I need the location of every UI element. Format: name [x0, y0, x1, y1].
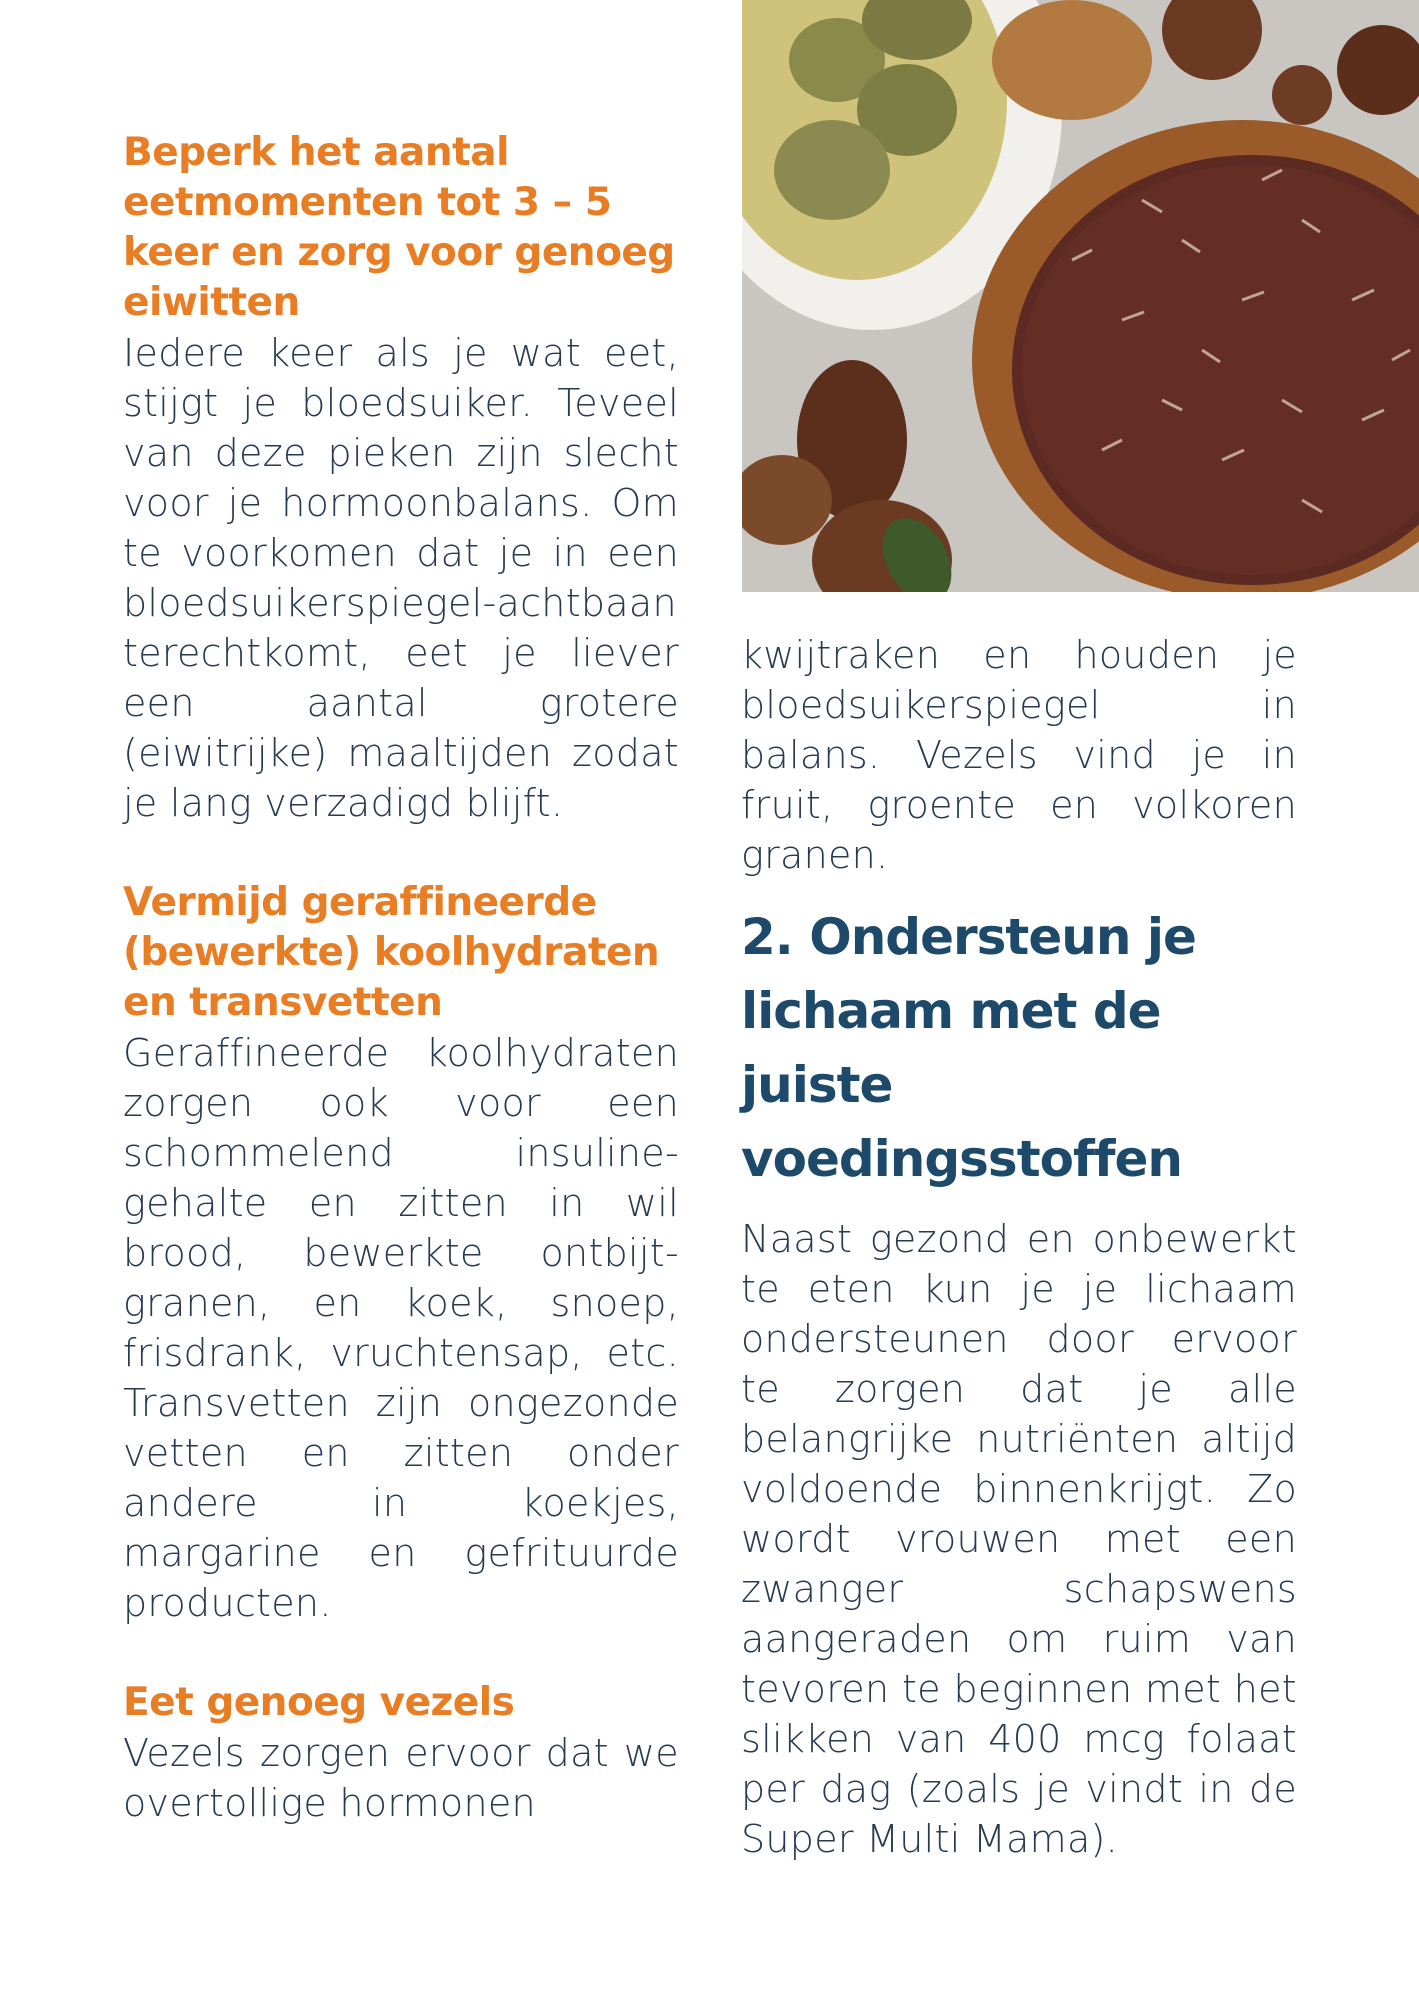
right-column: [741, 630, 1297, 1864]
text-fibers-continued: kwijtraken en houden je bloedsuikerspiegel in balans. Vezels vind je in fruit, groente en volkoren granen.: [741, 633, 1297, 877]
section-title-nutrients: 2. Ondersteun je lichaam met de juiste voedingsstoffen: [741, 908, 1196, 1188]
food-photo: [742, 0, 1419, 592]
rice-olives-illustration: [742, 0, 1419, 592]
heading-meal-moments: Beperk het aantal eetmomenten tot 3 – 5 keer en zorg voor genoeg eiwitten: [123, 130, 675, 325]
text-refined-carbs: Geraffineerde koolhydraten zorgen ook voor een schommelend insuline-gehalte en zitten in wil brood, bewerkte ontbijt-granen, en koek, snoep, frisdrank, vruchtensap, etc. Transvetten zijn ongezonde vetten en zitten onder andere in koekjes, margarine en gefrituurde producten.: [123, 1031, 679, 1625]
text-fibers: Vezels zorgen ervoor dat we overtollige hormonen: [123, 1731, 679, 1825]
text-nutrients: Naast gezond en onbewerkt te eten kun je je lichaam ondersteunen door ervoor te zorgen dat je alle belangrijke nutriënten altijd voldoende binnenkrijgt. Zo wordt vrouwen met een zwanger schapswens aangeraden om ruim van tevoren te beginnen met het slikken van 400 mcg folaat per dag (zoals je vindt in de Super Multi Mama).: [741, 1217, 1297, 1861]
heading-refined-carbs: Vermijd geraffineerde (bewerkte) koolhydraten en transvetten: [123, 880, 660, 1025]
text-meal-moments: Iedere keer als je wat eet, stijgt je bloedsuiker. Teveel van deze pieken zijn slecht voor je hormoonbalans. Om te voorkomen dat je in een bloedsuikerspiegel-achtbaan terechtkomt, eet je liever een aantal grotere (eiwitrijke) maaltijden zodat je lang verzadigd blijft.: [123, 331, 679, 825]
left-column: [123, 128, 679, 1828]
heading-fibers: Eet genoeg vezels: [123, 1680, 515, 1725]
